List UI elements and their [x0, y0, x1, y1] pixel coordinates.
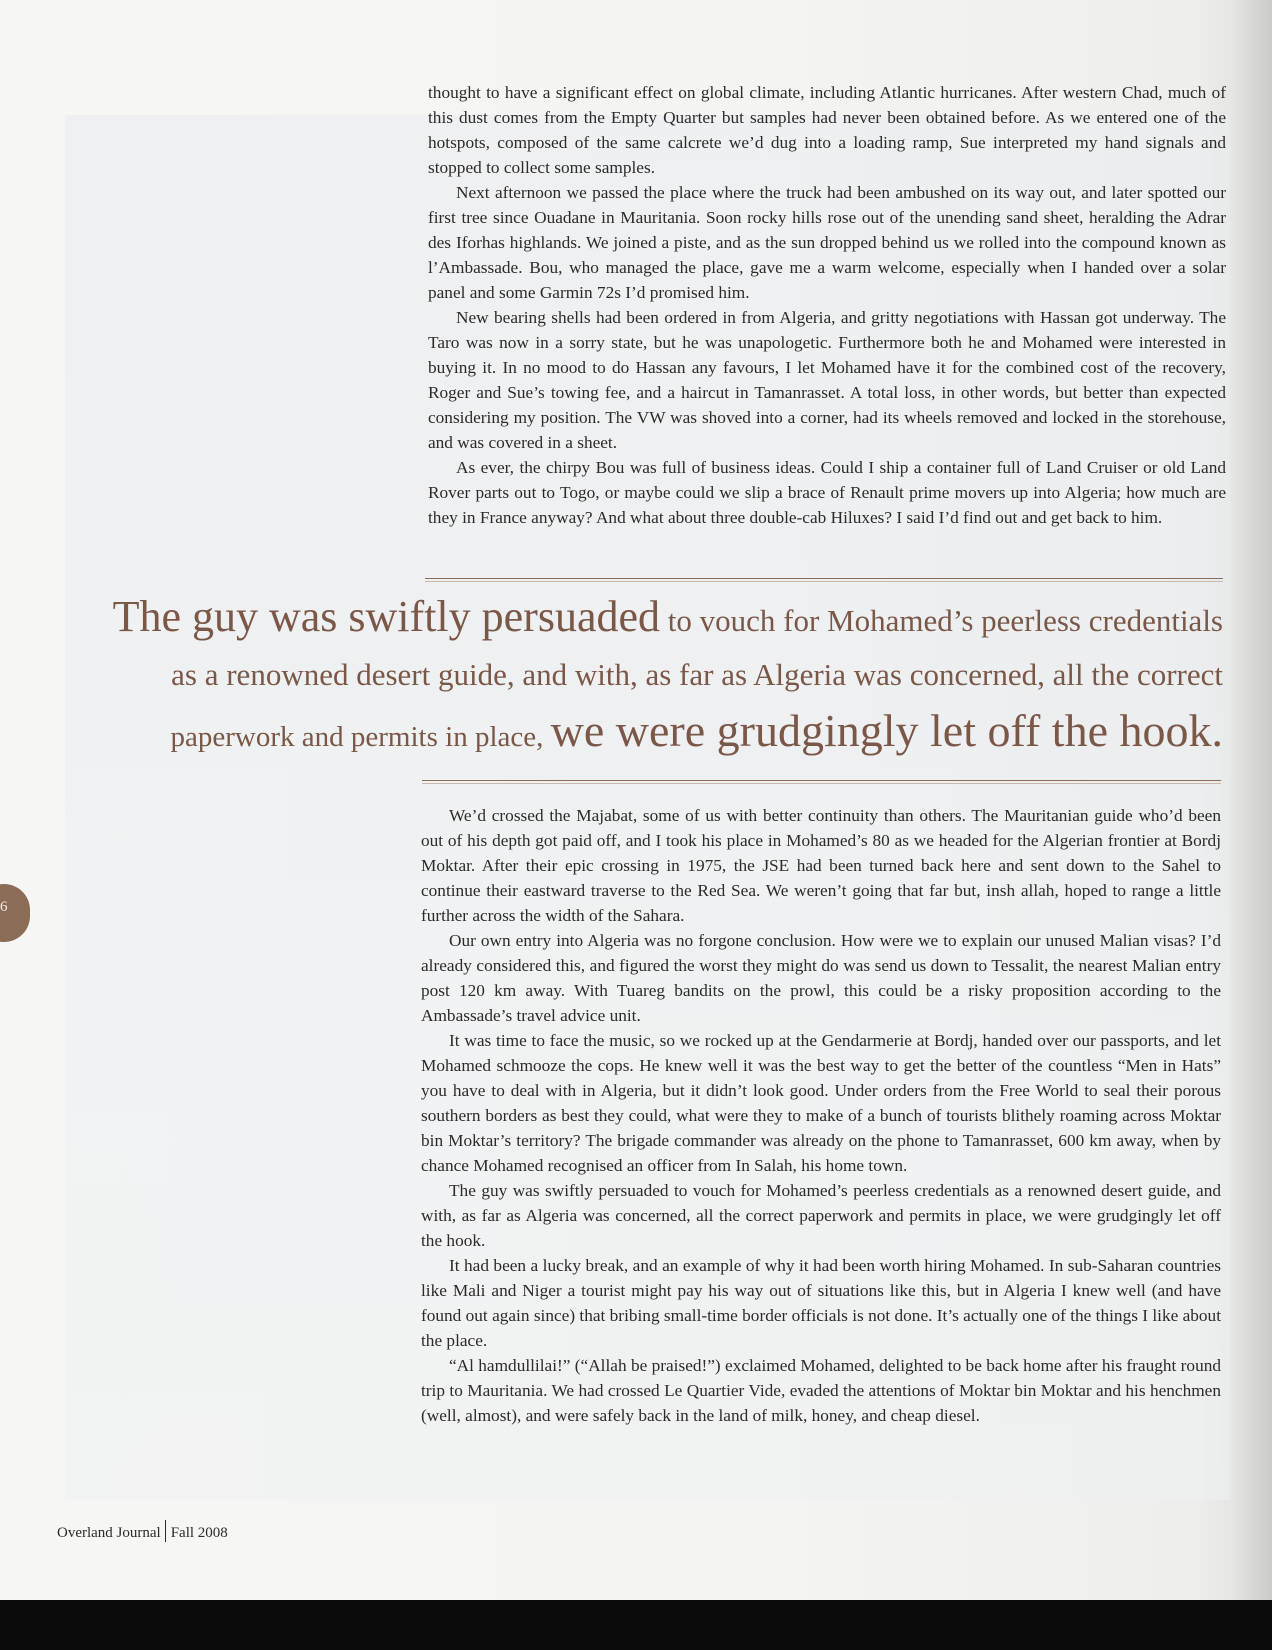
pull-quote-line-2: as a renowned desert guide, and with, as far as Algeria was concerned, all the correct: [171, 657, 1223, 692]
pull-quote: [20, 590, 1223, 766]
body-paragraph: It was time to face the music, so we rocked up at the Gendarmerie at Bordj, handed over our passports, and let Mohamed schmooze the cops. He knew well it was the best way to get the better of the countless “Men in Hats” you have to deal with in Algeria, but it didn’t look good. Under orders from the Free World to seal their porous southern borders as best they could, what were they to make of a bunch of tourists blithely roaming across Moktar bin Moktar’s territory? The brigade commander was already on the phone to Tamanrasset, 600 km away, when by chance Mohamed recognised an officer from In Salah, his home town.: [421, 1031, 1221, 1175]
scan-bottom-edge: [0, 1600, 1272, 1650]
body-paragraph: thought to have a significant effect on global climate, including Atlantic hurricanes. After western Chad, much of this dust comes from the Empty Quarter but samples had never been obtained before. As we entered one of the hotspots, composed of the same calcrete we’d dug into a loading ramp, Sue interpreted my hand signals and stopped to collect some samples.: [428, 83, 1226, 177]
pull-quote-text: paperwork and permits in place,: [170, 721, 551, 753]
top-text-column: [428, 80, 1226, 530]
body-paragraph: Next afternoon we passed the place where the truck had been ambushed on its way out, and later spotted our first tree since Ouadane in Mauritania. Soon rocky hills rose out of the unending sand sheet, heralding the Adrar des Iforhas highlands. We joined a piste, and as the sun dropped behind us we rolled into the compound known as l’Ambassade. Bou, who managed the place, gave me a warm welcome, especially when I handed over a solar panel and some Garmin 72s I’d promised him.: [428, 183, 1226, 302]
bottom-text-column: [421, 803, 1221, 1428]
issue-date: Fall 2008: [170, 1525, 228, 1541]
body-paragraph: We’d crossed the Majabat, some of us with better continuity than others. The Mauritanian guide who’d been out of his depth got paid off, and I took his place in Mohamed’s 80 as we headed for the Algerian frontier at Bordj Moktar. After their epic crossing in 1975, the JSE had been turned back here and sent down to the Sahel to continue their eastward traverse to the Red Sea. We weren’t going that far but, insh allah, hoped to range a little further across the width of the Sahara.: [421, 806, 1221, 925]
body-paragraph: The guy was swiftly persuaded to vouch for Mohamed’s peerless credentials as a renowned desert guide, and with, as far as Algeria was concerned, all the correct paperwork and permits in place, we were grudgingly let off the hook.: [421, 1181, 1221, 1250]
body-paragraph: Our own entry into Algeria was no forgone conclusion. How were we to explain our unused Malian visas? I’d already considered this, and figured the worst they might do was send us down to Tessalit, the nearest Malian entry post 120 km away. With Tuareg bandits on the prowl, this could be a risky proposition according to the Ambassade’s travel advice unit.: [421, 931, 1221, 1025]
body-paragraph: As ever, the chirpy Bou was full of business ideas. Could I ship a container full of Land Cruiser or old Land Rover parts out to Togo, or maybe could we slip a brace of Renault prime movers up into Algeria; how much are they in France anyway? And what about three double-cab Hiluxes? I said I’d find out and get back to him.: [428, 458, 1226, 527]
body-paragraph: It had been a lucky break, and an example of why it had been worth hiring Mohamed. In sub-Saharan countries like Mali and Niger a tourist might pay his way out of situations like this, but in Algeria I knew well (and have found out again since) that bribing small-time border officials is not done. It’s actually one of the things I like about the place.: [421, 1256, 1221, 1350]
body-paragraph: New bearing shells had been ordered in from Algeria, and gritty negotiations with Hassan got underway. The Taro was now in a sorry state, but he was unapologetic. Furthermore both he and Mohamed were interested in buying it. In no mood to do Hassan any favours, I let Mohamed have it for the combined cost of the recovery, Roger and Sue’s towing fee, and a haircut in Tamanrasset. A total loss, in other words, but better than expected considering my position. The VW was shoved into a corner, had its wheels removed and locked in the storehouse, and was covered in a sheet.: [428, 308, 1226, 452]
pull-quote-line-3: [20, 702, 1223, 766]
footer-divider: [165, 1520, 166, 1542]
spine-shadow: [1232, 0, 1272, 1600]
page-footer: [57, 1520, 228, 1542]
pull-quote-emphasis: The guy was swiftly persuaded: [112, 592, 660, 641]
pull-quote-bottom-rule: [422, 780, 1221, 784]
page-number: 6: [0, 899, 8, 915]
pull-quote-top-rule: [425, 578, 1223, 582]
pull-quote-text: to vouch for Mohamed’s peerless credentials: [660, 603, 1223, 638]
pull-quote-line-1: [20, 590, 1223, 648]
pull-quote-emphasis: we were grudgingly let off the hook.: [550, 705, 1223, 756]
publication-name: Overland Journal: [57, 1525, 161, 1541]
body-paragraph: “Al hamdullilai!” (“Allah be praised!”) exclaimed Mohamed, delighted to be back home after his fraught round trip to Mauritania. We had crossed Le Quartier Vide, evaded the attentions of Moktar bin Moktar and his henchmen (well, almost), and were safely back in the land of milk, honey, and cheap diesel.: [421, 1356, 1221, 1425]
